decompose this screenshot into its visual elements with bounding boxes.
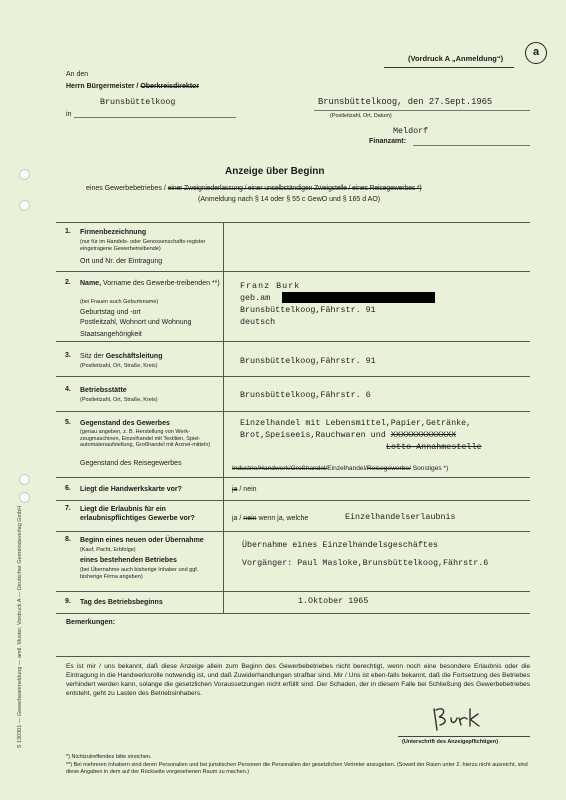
birth-prefix: geb.am	[240, 293, 271, 303]
subject-line2-text: Brot,Speiseeis,Rauchwaren und	[240, 430, 386, 440]
row6-answer-struck: ja	[232, 486, 238, 493]
row5-extra: Gegenstand des Reisegewerbes	[80, 460, 182, 467]
subtitle-legal: (Anmeldung nach § 14 oder § 55 c GewO und § 165 d AO)	[198, 196, 381, 203]
finanzamt-underline	[413, 145, 530, 146]
finanzamt-value: Meldorf	[393, 126, 429, 136]
table-rule	[56, 411, 530, 412]
table-rule	[56, 271, 530, 272]
addressee-label	[66, 82, 199, 91]
addressee-struck: Oberkreisdirektor	[140, 83, 200, 90]
business-subject-line2	[240, 430, 456, 441]
row-number: 2.	[65, 279, 71, 286]
row8-label: Beginn eines neuen oder Übernahme	[80, 537, 204, 544]
table-rule	[56, 500, 530, 501]
table-rule	[56, 341, 530, 342]
table-rule	[56, 613, 530, 614]
row1-extra: Ort und Nr. der Eintragung	[80, 258, 163, 265]
row7-label: Liegt die Erlaubnis für ein erlaubnispflichtiges Gewerbe vor?	[80, 506, 195, 522]
row3-label-rest: Sitz der	[80, 353, 104, 360]
footnote-2: **) Bei mehreren Inhabern sind deren Personalien und bei juristischen Personen die Personalien der gesetzlichen Vertreter anzugeben. (Soweit der Raum unter 2. hierzu nicht ausreicht, sind diese Angaben in dem auf der Rückseite vorgesehenen Raum zu machen.)	[66, 762, 528, 775]
addressee-town: Brunsbüttelkoog	[100, 97, 176, 107]
table-rule	[56, 222, 530, 223]
row3-label	[80, 352, 162, 361]
table-rule	[56, 656, 530, 657]
row8-label2: eines bestehenden Betriebes	[80, 557, 177, 564]
place-date-caption: (Postleitzahl, Ort, Datum)	[330, 113, 392, 119]
row-number: 6.	[65, 485, 71, 492]
business-category-options	[232, 465, 448, 472]
row6-answer-text: / nein	[239, 486, 257, 493]
row2-nationality: Staatsangehörigkeit	[80, 331, 142, 338]
punch-hole	[19, 200, 30, 211]
subtitle-lead: eines Gewerbebetriebes /	[86, 185, 166, 192]
business-subject-line1: Einzelhandel mit Lebensmittel,Papier,Getränke,	[240, 418, 472, 428]
row4-hint: (Postleitzahl, Ort, Straße, Kreis)	[80, 397, 158, 403]
table-rule	[56, 531, 530, 532]
table-rule	[56, 591, 530, 592]
declaration-text: Es ist mir / uns bekannt, daß diese Anzeige allein zum Beginn des Gewerbebetriebes nicht berechtigt, wenn noch eine besondere Erlaubnis oder die Eintragung in die Handwerksrolle notwendig ist, und daß Zuwiderhandlungen strafbar sind. Mir / Uns ist eben-falls bekannt, daß die Fortsetzung des Betriebes verhindert werden kann, solange die gesetzlichen Voraussetzungen nicht erfüllt sind. Der Schaden, der in diesem Falle bei Schließung des Gewerbebetriebes entsteht, geht zu Lasten des Betriebsinhabers.	[66, 663, 530, 697]
permit-type: Einzelhandelserlaubnis	[345, 512, 456, 522]
takeover-line2: Vorgänger: Paul Masloke,Brunsbüttelkoog,Fährstr.6	[242, 558, 489, 568]
row2-birth: Geburtstag und -ort	[80, 309, 141, 316]
row-number: 9.	[65, 598, 71, 605]
premises-address: Brunsbüttelkoog,Fährstr. 6	[240, 390, 371, 400]
row2-hint: (bei Frauen auch Geburtsname)	[80, 299, 159, 305]
owner-nationality: deutsch	[240, 317, 276, 327]
punch-hole	[19, 169, 30, 180]
owner-address: Brunsbüttelkoog,Fährstr. 91	[240, 305, 376, 315]
table-rule	[56, 477, 530, 478]
addressee-underline	[74, 117, 236, 118]
row-number: 1.	[65, 228, 71, 235]
row-number: 7.	[65, 505, 71, 512]
row6-answer	[232, 485, 257, 494]
table-column-divider	[223, 222, 224, 613]
options-main: Einzelhandel/	[327, 465, 367, 472]
row7-mid: wenn ja, welche	[258, 515, 309, 522]
handwritten-signature	[430, 703, 490, 735]
addressee-main: Herrn Bürgermeister /	[66, 83, 139, 90]
business-subject-line3: Lotto-Annahmestelle	[386, 442, 482, 452]
punch-hole	[19, 492, 30, 503]
row3-hint: (Postleitzahl, Ort, Straße, Kreis)	[80, 363, 158, 369]
signature-caption: (Unterschrift des Anzeigepflichtigen)	[402, 739, 499, 745]
row5-hint: (genau angeben, z. B. Herstellung von Werk-zeugmaschinen, Einzelhandel mit Textilien, Spiel-automatenaufstellung, Großhandel mit Arznei-mitteln)	[80, 429, 211, 448]
takeover-line1: Übernahme eines Einzelhandelsgeschäftes	[242, 540, 439, 550]
row6-label: Liegt die Handwerkskarte vor?	[80, 486, 182, 493]
place-date-underline	[314, 110, 530, 111]
form-letter-badge: a	[525, 42, 547, 64]
form-subtitle	[86, 185, 422, 192]
row5-label: Gegenstand des Gewerbes	[80, 420, 170, 427]
options-struck-1: Industrie/Handwerk/Großhandel/	[232, 465, 328, 472]
row4-label: Betriebsstätte	[80, 387, 127, 394]
footnote-1: *) Nichtzutreffendes bitte streichen.	[66, 754, 152, 760]
finanzamt-label: Finanzamt:	[369, 138, 406, 145]
row2-address: Postleitzahl, Wohnort und Wohnung	[80, 319, 192, 326]
subtitle-struck: einer Zweigniederlassung / einer unselbständigen Zweigstelle / eines Reisegewerbes *)	[167, 185, 422, 192]
row7-prefix: ja /	[232, 515, 242, 522]
row1-label: Firmenbezeichnung	[80, 229, 147, 236]
form-code: (Vordruck A „Anmeldung“)	[408, 54, 504, 63]
table-rule	[56, 376, 530, 377]
subject-line2-struck: XXXXXXXXXXXXX	[390, 430, 457, 440]
management-address: Brunsbüttelkoog,Fährstr. 91	[240, 356, 376, 366]
row9-label: Tag des Betriebsbeginns	[80, 599, 163, 606]
row8-hint2: (bei Übernahme auch bisherige Inhaber und ggf. bisherige Firma angeben)	[80, 567, 199, 580]
row2-label-rest: Vorname des Gewerbe-treibenden **)	[102, 280, 220, 287]
row1-hint: (nur für im Handels- oder Genossenschafts-register eingetragene Gewerbetreibende)	[80, 239, 206, 252]
row8-hint: (Kauf, Pacht, Erbfolge)	[80, 547, 136, 553]
row-number: 3.	[65, 352, 71, 359]
row3-label-bold: Geschäftsleitung	[105, 353, 163, 360]
divider	[384, 67, 514, 68]
row7-answer	[232, 514, 308, 523]
owner-name: Franz Burk	[240, 281, 301, 291]
place-date: Brunsbüttelkoog, den 27.Sept.1965	[318, 97, 493, 107]
remarks-label: Bemerkungen:	[66, 619, 116, 626]
row-number: 8.	[65, 536, 71, 543]
row2-label-bold: Name,	[80, 280, 102, 287]
redaction-bar	[282, 292, 435, 303]
options-struck-2: Reisegewerbe/	[366, 465, 411, 472]
side-imprint: S 130301 — Gewerbeanmeldung — amtl. Muster, Vordruck A — Deutscher Gemeindeverlag GmbH	[16, 505, 23, 749]
row-number: 4.	[65, 386, 71, 393]
in-label: in	[66, 111, 72, 118]
punch-hole	[19, 474, 30, 485]
signature-line	[398, 736, 530, 737]
row7-struck: nein	[243, 515, 257, 522]
form-title: Anzeige über Beginn	[225, 166, 325, 177]
row-number: 5.	[65, 419, 71, 426]
row2-label	[80, 279, 220, 288]
start-date: 1.Oktober 1965	[298, 596, 369, 606]
an-den-label: An den	[66, 71, 89, 78]
options-end: Sonstiges *)	[412, 465, 449, 472]
